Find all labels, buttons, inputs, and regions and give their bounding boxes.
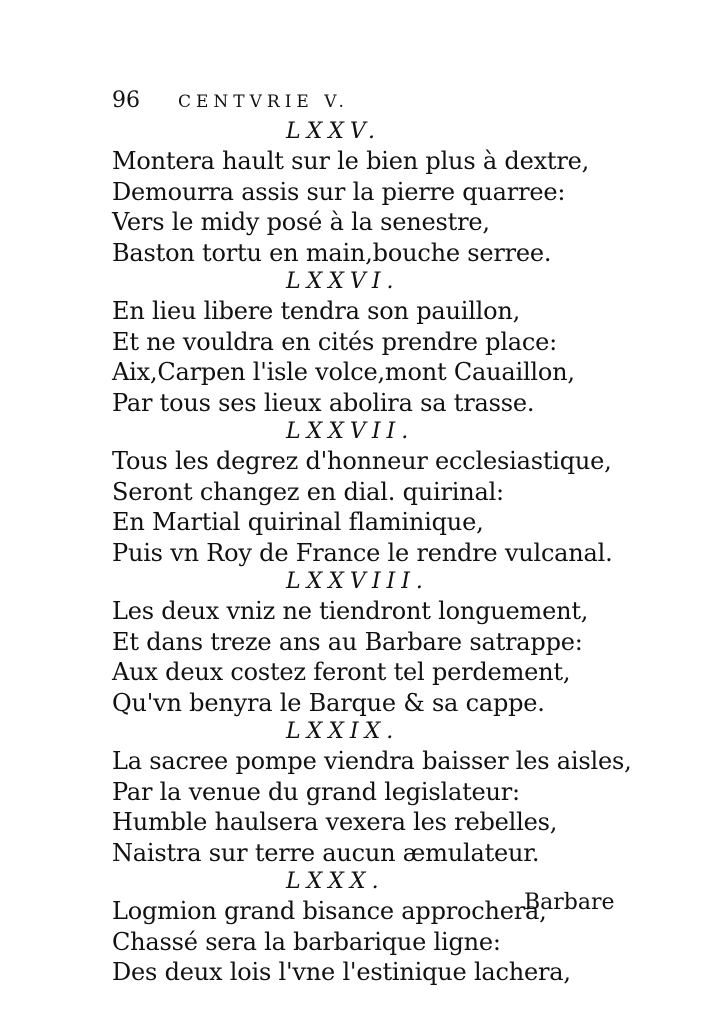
quatrain-number: LXXVIII.: [286, 569, 429, 594]
verse-line: Demourra assis sur la pierre quarree:: [112, 177, 566, 206]
verse-line: Par tous ses lieux abolira sa trasse.: [112, 388, 535, 417]
quatrain-number: LXXIX.: [286, 719, 400, 744]
verse-line: Puis vn Roy de France le rendre vulcanal.: [112, 538, 613, 567]
verse-line: Vers le midy posé à la senestre,: [112, 208, 490, 236]
verse-line: Aix,Carpen l'isle volce,mont Cauaillon,: [112, 358, 575, 386]
verse-line: Seront changez en dial. quirinal:: [112, 477, 504, 506]
quatrain-number: LXXVII.: [286, 419, 415, 444]
page-header: [112, 88, 472, 118]
quatrain-number: LXXV.: [286, 119, 381, 144]
verse-line: Aux deux costez feront tel perdement,: [112, 658, 571, 686]
verse-line: Et ne vouldra en cités prendre place:: [112, 327, 558, 356]
verse-line: La sacree pompe viendra baisser les aisles,: [112, 747, 632, 775]
verse-line: Tous les degrez d'honneur ecclesiastique,: [112, 447, 612, 475]
verse-line: Par la venue du grand legislateur:: [112, 777, 520, 806]
catchword: Barbare: [524, 890, 615, 915]
verse-line: En Martial quirinal flaminique,: [112, 508, 484, 536]
verse-line: Montera hault sur le bien plus à dextre,: [112, 147, 590, 175]
quatrain-number: LXXVI.: [286, 269, 400, 294]
verse-line: Humble haulsera vexera les rebelles,: [112, 808, 558, 836]
quatrain-number: LXXX.: [286, 869, 385, 894]
page-number: 96: [112, 88, 140, 113]
verse-line: Baston tortu en main,bouche serree.: [112, 238, 552, 267]
verse-line: En lieu libere tendra son pauillon,: [112, 297, 521, 325]
verse-line: Les deux vniz ne tiendront longuement,: [112, 597, 589, 625]
verse-line: Logmion grand bisance approchera,: [112, 897, 547, 925]
verse-line: Naistra sur terre aucun æmulateur.: [112, 838, 540, 867]
verse-line: Qu'vn benyra le Barque & sa cappe.: [112, 688, 545, 717]
verse-line: Chassé sera la barbarique ligne:: [112, 927, 501, 956]
verse-line: Et dans treze ans au Barbare satrappe:: [112, 627, 583, 656]
verse-line: Des deux lois l'vne l'estinique lachera,: [112, 958, 571, 986]
quatrain-text: [112, 118, 672, 988]
running-title: CENTVRIE V.: [178, 92, 349, 112]
